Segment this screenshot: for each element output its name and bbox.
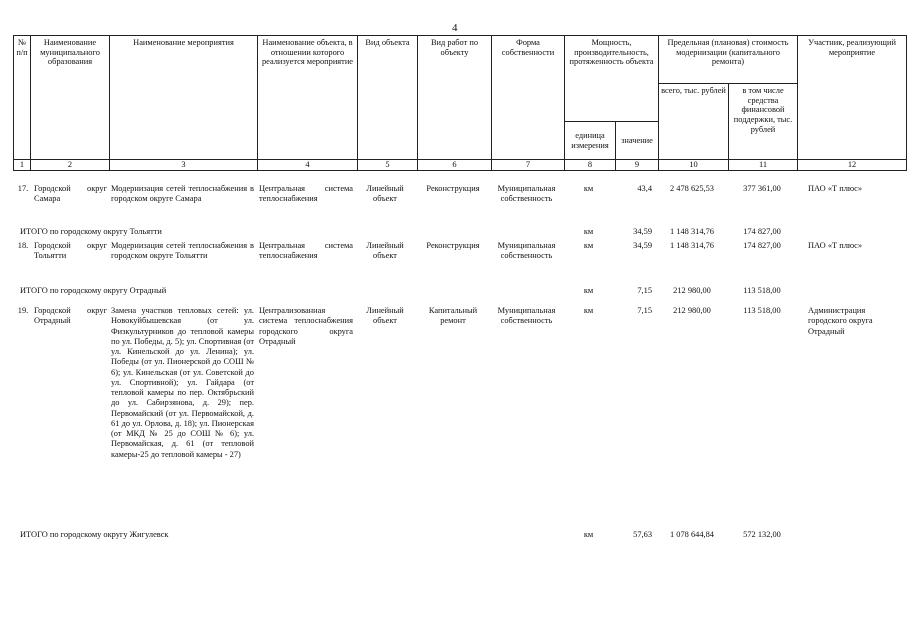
row-work-type: Капитальный ремонт (428, 306, 478, 326)
total-label: ИТОГО по городскому округу Отрадный (20, 286, 167, 295)
row-value: 7,15 (637, 306, 652, 315)
row-number: 17. (17, 184, 29, 193)
row-participant: ПАО «Т плюс» (808, 241, 863, 250)
header-col-work-type: Вид работ по объекту (418, 36, 492, 160)
row-measure: Модернизация сетей теплоснабжения в городском округе Тольятти (111, 241, 254, 261)
header-col-capacity: Мощность, производительность, протяженность объекта (565, 36, 659, 122)
total-label: ИТОГО по городскому округу Жигулевск (20, 530, 169, 539)
row-number: 19. (17, 306, 29, 315)
column-number: 12 (798, 160, 907, 171)
header-col-participant: Участник, реализующий мероприятие (798, 36, 907, 160)
row-object: Централизованная система теплоснабжения городского округа Отрадный (259, 306, 353, 346)
column-number: 8 (565, 160, 616, 171)
row-ownership: Муниципальная собственность (497, 241, 556, 261)
row-value: 34,59 (633, 241, 652, 250)
row-measure: Замена участков тепловых сетей: ул. Новокуйбышевская (от ул. Физкультурников до тепловой камеры по ул. Победы, д. 5); ул. Спортивная (от ул. Кинельской до ул. Ленина); ул. Победы (от ул. Пионерской до СОШ № 6); ул. Кинельская (от ул. Советской до ул. Спортивной); ул. Гайдара (от тепловой камеры по пер. Октябрьский до ул. Сабирзянова, д. 29); пер. Первомайский (от ул. Первомайской, д. 61 до ул. Орлова, д. 18); ул. Пионерская (от МКД № 25 до СОШ № 6); ул. Первомайская, д. 61 (от тепловой камеры-25 до тепловой камеры - 27) (111, 306, 254, 459)
column-number: 1 (14, 160, 31, 171)
column-number: 10 (659, 160, 729, 171)
row-total: 2 478 625,53 (670, 184, 714, 193)
row-support: 174 827,00 (743, 241, 781, 250)
row-support: 572 132,00 (743, 530, 781, 539)
header-col-ownership: Форма собственности (492, 36, 565, 160)
row-object-type: Линейный объект (366, 306, 404, 326)
page-number: 4 (452, 22, 458, 34)
header-col-object: Наименование объекта, в отношении которого реализуется мероприятие (258, 36, 358, 160)
row-total: 212 980,00 (673, 286, 711, 295)
row-value: 34,59 (633, 227, 652, 236)
column-number: 7 (492, 160, 565, 171)
total-label: ИТОГО по городскому округу Тольятти (20, 227, 162, 236)
row-municipality: Городской округ Самара (34, 184, 107, 204)
column-number: 4 (258, 160, 358, 171)
row-unit: км (583, 286, 594, 295)
row-unit: км (583, 184, 594, 193)
row-total: 1 078 644,84 (670, 530, 714, 539)
row-object: Центральная система теплоснабжения (259, 241, 353, 261)
column-number: 2 (31, 160, 110, 171)
row-total: 1 148 314,76 (670, 241, 714, 250)
header-col-number: № п/п (14, 36, 31, 160)
header-col-measure: Наименование мероприятия (110, 36, 258, 160)
row-municipality: Городской округ Отрадный (34, 306, 107, 326)
row-work-type: Реконструкция (426, 184, 480, 193)
header-col-cost: Предельная (плановая) стоимость модернизации (капитального ремонта) (659, 36, 798, 84)
column-number: 6 (418, 160, 492, 171)
row-object-type: Линейный объект (366, 241, 404, 261)
row-number: 18. (17, 241, 29, 250)
row-support: 113 518,00 (743, 306, 781, 315)
row-support: 113 518,00 (743, 286, 781, 295)
row-unit: км (583, 241, 594, 250)
row-value: 57,63 (633, 530, 652, 539)
row-object: Центральная система теплоснабжения (259, 184, 353, 204)
column-number: 3 (110, 160, 258, 171)
header-col-object-type: Вид объекта (358, 36, 418, 160)
row-total: 212 980,00 (673, 306, 711, 315)
header-col-total: всего, тыс. рублей (659, 84, 729, 160)
table-header (13, 35, 907, 171)
row-value: 7,15 (637, 286, 652, 295)
header-column-numbers (14, 160, 907, 171)
row-unit: км (583, 306, 594, 315)
column-number: 5 (358, 160, 418, 171)
row-object-type: Линейный объект (366, 184, 404, 204)
row-support: 174 827,00 (743, 227, 781, 236)
row-measure: Модернизация сетей теплоснабжения в городском округе Самара (111, 184, 254, 204)
row-ownership: Муниципальная собственность (497, 184, 556, 204)
row-work-type: Реконструкция (426, 241, 480, 250)
header-col-unit: единица измерения (565, 122, 616, 160)
header-col-support: в том числе средства финансовой поддержки, тыс. рублей (729, 84, 798, 160)
row-value: 43,4 (637, 184, 652, 193)
row-participant: Администрация городского округа Отрадный (808, 306, 873, 336)
row-unit: км (583, 530, 594, 539)
row-municipality: Городской округ Тольятти (34, 241, 107, 261)
row-support: 377 361,00 (743, 184, 781, 193)
row-total: 1 148 314,76 (670, 227, 714, 236)
column-number: 9 (616, 160, 659, 171)
header-col-value: значение (616, 122, 659, 160)
row-participant: ПАО «Т плюс» (808, 184, 863, 193)
header-col-municipality: Наименование муниципального образования (31, 36, 110, 160)
column-number: 11 (729, 160, 798, 171)
row-ownership: Муниципальная собственность (497, 306, 556, 326)
row-unit: км (583, 227, 594, 236)
